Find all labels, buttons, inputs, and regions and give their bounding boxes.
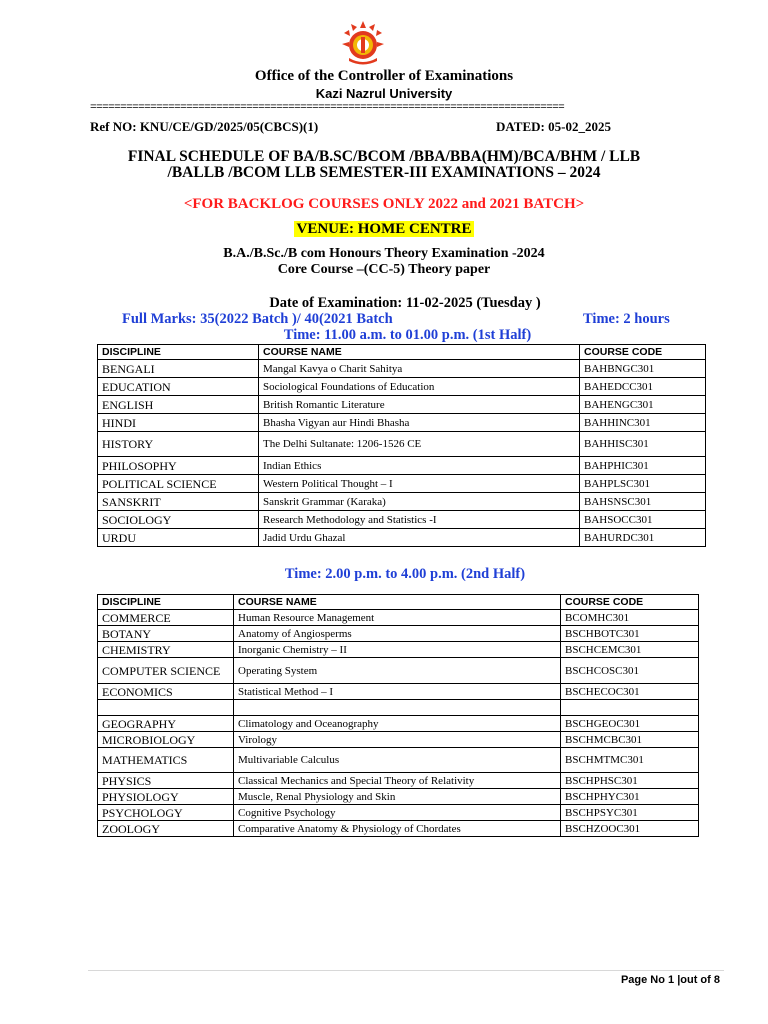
exam-duration: Time: 2 hours <box>583 311 670 327</box>
course-code-cell: BAHURDC301 <box>580 529 706 547</box>
course-name-cell: Sociological Foundations of Education <box>259 378 580 396</box>
course-name-cell: Bhasha Vigyan aur Hindi Bhasha <box>259 414 580 432</box>
column-header-course-code: COURSE CODE <box>561 595 699 610</box>
course-name-cell: Western Political Thought – I <box>259 475 580 493</box>
course-code-cell: BAHHISC301 <box>580 432 706 457</box>
discipline-cell: MICROBIOLOGY <box>98 732 234 748</box>
table-row <box>98 773 699 789</box>
course-name-cell: Cognitive Psychology <box>234 805 561 821</box>
course-name-cell: British Romantic Literature <box>259 396 580 414</box>
full-marks: Full Marks: 35(2022 Batch )/ 40(2021 Batch <box>122 311 393 327</box>
discipline-cell: ENGLISH <box>98 396 259 414</box>
table-row <box>98 529 706 547</box>
table-row <box>98 789 699 805</box>
office-title: Office of the Controller of Examinations <box>254 68 514 84</box>
column-header-course-code: COURSE CODE <box>580 345 706 360</box>
separator-rule: =============================================================================== <box>90 102 565 114</box>
course-name-cell: Mangal Kavya o Charit Sahitya <box>259 360 580 378</box>
university-emblem-icon <box>340 20 386 66</box>
table-row <box>98 716 699 732</box>
column-header-discipline: DISCIPLINE <box>98 345 259 360</box>
schedule-title-line2: /BALLB /BCOM LLB SEMESTER-III EXAMINATIONS – 2024 <box>167 164 601 181</box>
course-name-cell: Indian Ethics <box>259 457 580 475</box>
course-name-cell: Classical Mechanics and Special Theory of Relativity <box>234 773 561 789</box>
table-header-row <box>98 345 706 360</box>
table-row <box>98 511 706 529</box>
backlog-note: <FOR BACKLOG COURSES ONLY 2022 and 2021 BATCH> <box>183 196 585 212</box>
course-name-cell: Human Resource Management <box>234 610 561 626</box>
footer-divider <box>88 970 724 971</box>
course-name-cell: Virology <box>234 732 561 748</box>
discipline-cell: POLITICAL SCIENCE <box>98 475 259 493</box>
course-code-cell: BAHPLSC301 <box>580 475 706 493</box>
table-row <box>98 626 699 642</box>
course-name-cell: Sanskrit Grammar (Karaka) <box>259 493 580 511</box>
course-code-cell: BAHENGC301 <box>580 396 706 414</box>
course-code-cell: BAHEDCC301 <box>580 378 706 396</box>
course-code-cell: BAHHINC301 <box>580 414 706 432</box>
table-row <box>98 658 699 684</box>
table-row <box>98 457 706 475</box>
page-number: Page No 1 |out of 8 <box>620 974 720 986</box>
course-name-cell: Operating System <box>234 658 561 684</box>
course-code-cell: BAHPHIC301 <box>580 457 706 475</box>
discipline-cell: URDU <box>98 529 259 547</box>
reference-number: Ref NO: KNU/CE/GD/2025/05(CBCS)(1) <box>90 119 319 134</box>
course-code-cell: BAHBNGC301 <box>580 360 706 378</box>
table-row <box>98 821 699 837</box>
course-name-cell <box>234 700 561 716</box>
column-header-course-name: COURSE NAME <box>234 595 561 610</box>
course-name-cell: Climatology and Oceanography <box>234 716 561 732</box>
table-header-row <box>98 595 699 610</box>
venue-container <box>0 220 768 238</box>
course-code-cell: BSCHPHYC301 <box>561 789 699 805</box>
course-code-cell: BSCHMCBC301 <box>561 732 699 748</box>
table-row <box>98 805 699 821</box>
course-code-cell: BSCHZOOC301 <box>561 821 699 837</box>
course-code-cell: BSCHMTMC301 <box>561 748 699 773</box>
exam-date: Date of Examination: 11-02-2025 (Tuesday ) <box>269 295 541 311</box>
discipline-cell: BENGALI <box>98 360 259 378</box>
course-code-cell: BSCHECOC301 <box>561 684 699 700</box>
course-name-cell: Anatomy of Angiosperms <box>234 626 561 642</box>
discipline-cell: ZOOLOGY <box>98 821 234 837</box>
course-code-cell: BAHSNSC301 <box>580 493 706 511</box>
discipline-cell: HINDI <box>98 414 259 432</box>
table-row <box>98 475 706 493</box>
discipline-cell: PSYCHOLOGY <box>98 805 234 821</box>
discipline-cell: CHEMISTRY <box>98 642 234 658</box>
exam-title: B.A./B.Sc./B com Honours Theory Examination -2024 <box>223 246 545 261</box>
discipline-cell: SANSKRIT <box>98 493 259 511</box>
discipline-cell: PHYSICS <box>98 773 234 789</box>
course-code-cell: BSCHBOTC301 <box>561 626 699 642</box>
course-name-cell: Research Methodology and Statistics -I <box>259 511 580 529</box>
discipline-cell: COMMERCE <box>98 610 234 626</box>
table-row <box>98 414 706 432</box>
table-row <box>98 610 699 626</box>
course-code-cell: BAHSOCC301 <box>580 511 706 529</box>
discipline-cell: PHILOSOPHY <box>98 457 259 475</box>
course-code-cell: BSCHPSYC301 <box>561 805 699 821</box>
course-code-cell: BCOMHC301 <box>561 610 699 626</box>
course-name-cell: Comparative Anatomy & Physiology of Chordates <box>234 821 561 837</box>
table-row <box>98 642 699 658</box>
second-half-schedule-table <box>97 594 699 837</box>
course-code-cell <box>561 700 699 716</box>
exam-subtitle: Core Course –(CC-5) Theory paper <box>277 262 491 277</box>
venue-label: VENUE: HOME CENTRE <box>296 221 472 237</box>
discipline-cell: COMPUTER SCIENCE <box>98 658 234 684</box>
discipline-cell: GEOGRAPHY <box>98 716 234 732</box>
course-name-cell: Inorganic Chemistry – II <box>234 642 561 658</box>
discipline-cell: PHYSIOLOGY <box>98 789 234 805</box>
discipline-cell: HISTORY <box>98 432 259 457</box>
discipline-cell: ECONOMICS <box>98 684 234 700</box>
column-header-discipline: DISCIPLINE <box>98 595 234 610</box>
university-name: Kazi Nazrul University <box>315 86 453 101</box>
first-half-schedule-table <box>97 344 706 547</box>
discipline-cell: SOCIOLOGY <box>98 511 259 529</box>
first-half-time: Time: 11.00 a.m. to 01.00 p.m. (1st Half) <box>283 327 532 343</box>
column-header-course-name: COURSE NAME <box>259 345 580 360</box>
table-row <box>98 684 699 700</box>
course-code-cell: BSCHCOSC301 <box>561 658 699 684</box>
table-row <box>98 360 706 378</box>
course-code-cell: BSCHPHSC301 <box>561 773 699 789</box>
table-row <box>98 432 706 457</box>
discipline-cell: BOTANY <box>98 626 234 642</box>
table-row <box>98 493 706 511</box>
table-row <box>98 748 699 773</box>
table-row <box>98 732 699 748</box>
course-name-cell: Statistical Method – I <box>234 684 561 700</box>
course-code-cell: BSCHGEOC301 <box>561 716 699 732</box>
course-name-cell: The Delhi Sultanate: 1206-1526 CE <box>259 432 580 457</box>
table-row <box>98 378 706 396</box>
course-name-cell: Muscle, Renal Physiology and Skin <box>234 789 561 805</box>
table-row <box>98 700 699 716</box>
second-half-time: Time: 2.00 p.m. to 4.00 p.m. (2nd Half) <box>284 566 526 582</box>
discipline-cell <box>98 700 234 716</box>
schedule-title-line1: FINAL SCHEDULE OF BA/B.SC/BCOM /BBA/BBA(HM)/BCA/BHM / LLB <box>127 148 641 165</box>
course-name-cell: Jadid Urdu Ghazal <box>259 529 580 547</box>
issue-date: DATED: 05-02_2025 <box>496 119 611 134</box>
course-code-cell: BSCHCEMC301 <box>561 642 699 658</box>
course-name-cell: Multivariable Calculus <box>234 748 561 773</box>
table-row <box>98 396 706 414</box>
discipline-cell: EDUCATION <box>98 378 259 396</box>
discipline-cell: MATHEMATICS <box>98 748 234 773</box>
